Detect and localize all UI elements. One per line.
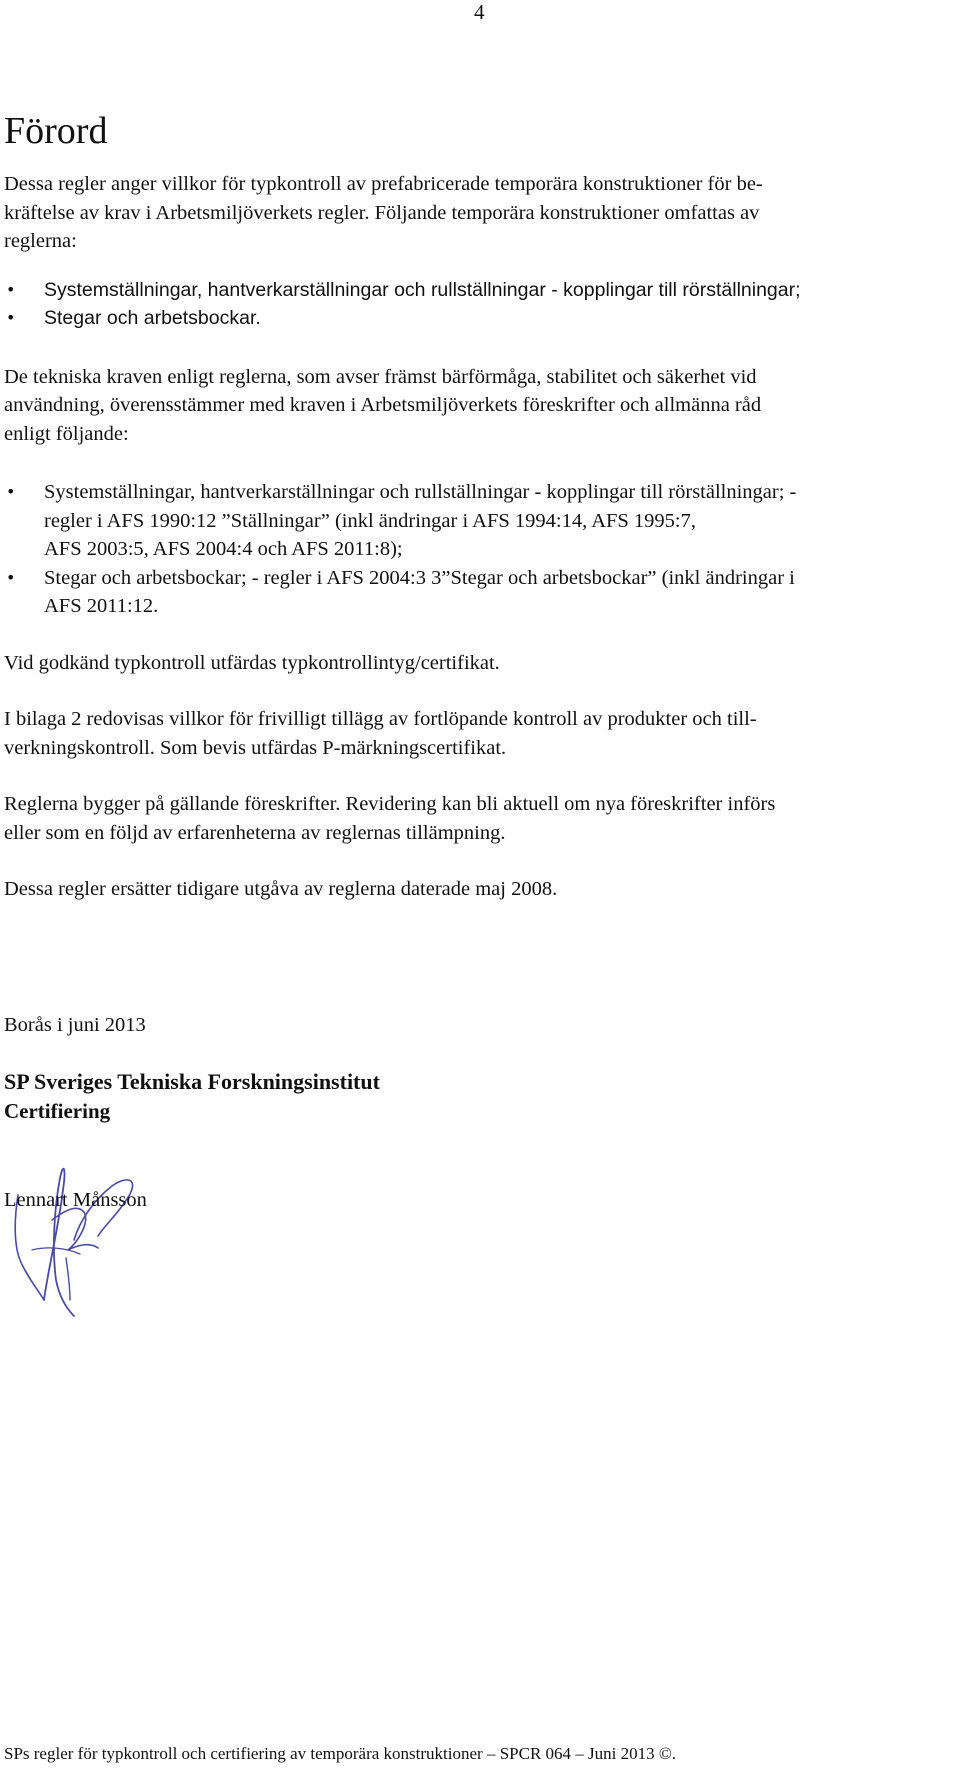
supersedes-paragraph: Dessa regler ersätter tidigare utgåva av reglerna daterade maj 2008.: [4, 878, 558, 900]
revision-line-1: Reglerna bygger på gällande föreskrifter. Revidering kan bli aktuell om nya föreskrifter införs: [4, 793, 776, 815]
place-date: Borås i juni 2013: [4, 1013, 146, 1036]
construction-types-list: [4, 276, 952, 333]
list-item: • Systemställningar, hantverkarställningar och rullställningar - kopplingar till rörställningar;: [4, 276, 952, 305]
organization-name: SP Sveriges Tekniska Forskningsinstitut: [4, 1069, 380, 1094]
intro-paragraph: [4, 170, 952, 256]
list-item-line: regler i AFS 1990:12 ”Ställningar” (inkl ändringar i AFS 1994:14, AFS 1995:7,: [44, 509, 696, 532]
list-item: [4, 478, 952, 564]
revision-line-2: eller som en följd av erfarenheterna av reglernas tillämpning.: [4, 821, 506, 844]
requirements-line-2: användning, överensstämmer med kraven i Arbetsmiljöverkets föreskrifter och allmänna råd: [4, 394, 762, 416]
requirements-line-3: enligt följande:: [4, 422, 129, 445]
regulations-list: [4, 478, 952, 621]
page-heading: Förord: [4, 110, 108, 152]
signer-name: Lennart Månsson: [4, 1189, 147, 1211]
document-body: [4, 170, 952, 1215]
list-item-line: Stegar och arbetsbockar; - regler i AFS 2004:3 3”Stegar och arbetsbockar” (inkl ändringar i: [44, 566, 795, 589]
page-number: 4: [474, 0, 485, 24]
department-name: Certifiering: [4, 1099, 111, 1123]
list-item: [4, 564, 952, 621]
intro-line-3: reglerna:: [4, 230, 77, 252]
list-item-line: AFS 2011:12.: [44, 595, 159, 617]
annex-line-1: I bilaga 2 redovisas villkor för frivilligt tillägg av fortlöpande kontroll av produkter och till-: [4, 708, 757, 730]
revision-paragraph: [4, 790, 952, 847]
requirements-paragraph: [4, 363, 952, 449]
certificate-paragraph: Vid godkänd typkontroll utfärdas typkontrollintyg/certifikat.: [4, 651, 500, 674]
annex-paragraph: [4, 705, 952, 762]
list-item-line: Systemställningar, hantverkarställningar och rullställningar - kopplingar till rörställningar; -: [44, 481, 797, 503]
page-footer: SPs regler för typkontroll och certifiering av temporära konstruktioner – SPCR 064 – Juni 2013 ©.: [4, 1744, 677, 1763]
list-item: • Stegar och arbetsbockar.: [4, 304, 952, 333]
annex-line-2: verkningskontroll. Som bevis utfärdas P-märkningscertifikat.: [4, 736, 507, 759]
requirements-line-1: De tekniska kraven enligt reglerna, som avser främst bärförmåga, stabilitet och säkerhet vid: [4, 365, 757, 388]
intro-line-1: Dessa regler anger villkor för typkontroll av prefabricerade temporära konstruktioner för be-: [4, 173, 763, 195]
handwritten-signature: [8, 1150, 168, 1320]
list-item-line: AFS 2003:5, AFS 2004:4 och AFS 2011:8);: [44, 538, 403, 560]
intro-line-2: kräftelse av krav i Arbetsmiljöverkets regler. Följande temporära konstruktioner omfattas av: [4, 201, 760, 224]
